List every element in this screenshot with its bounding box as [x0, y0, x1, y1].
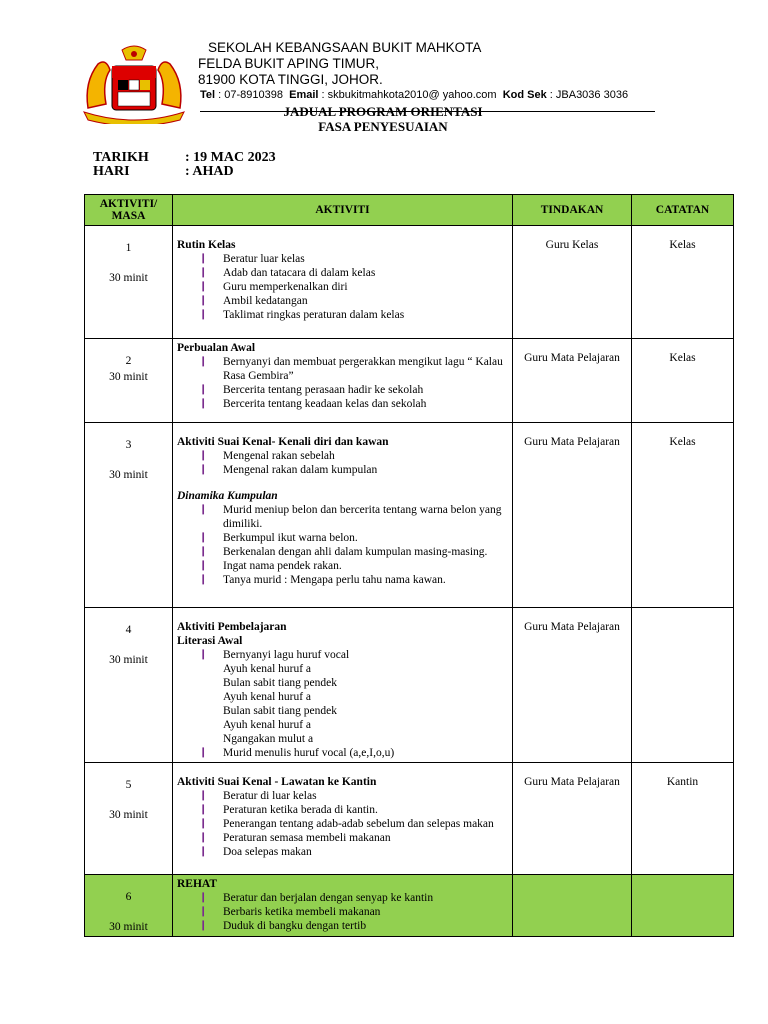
day-line	[93, 164, 234, 180]
activity-heading: Aktiviti Suai Kenal - Lawatan ke Kantin	[177, 776, 377, 788]
activity-heading: Rutin Kelas	[177, 239, 236, 251]
tel-label: Tel	[200, 89, 216, 101]
list-item: ❙ Peraturan ketika berada di kantin.	[199, 803, 508, 817]
row-time: 30 minit	[109, 921, 148, 933]
list-item: ❙ Murid menulis huruf vocal (a,e,I,o,u)	[199, 746, 508, 760]
tindakan-cell: Guru Kelas	[513, 226, 632, 339]
row-number-cell	[85, 423, 173, 608]
tel-value: : 07-8910398	[218, 89, 283, 101]
list-item: ❙ Ingat nama pendek rakan.	[199, 559, 508, 573]
row-number-cell	[85, 226, 173, 339]
activity-cell	[173, 608, 513, 763]
activity-list	[177, 503, 508, 587]
table-row	[85, 226, 734, 339]
school-address-1: FELDA BUKIT APING TIMUR,	[198, 56, 380, 71]
list-item: ❙ Peraturan semasa membeli makanan	[199, 831, 508, 845]
lyric-line: Bulan sabit tiang pendek	[223, 677, 338, 689]
activity-cell	[173, 875, 513, 937]
document-subtitle: FASA PENYESUAIAN	[318, 119, 448, 134]
activity-subheading: Literasi Awal	[177, 635, 243, 647]
row-number: 3	[125, 439, 132, 451]
activity-heading: Aktiviti Suai Kenal- Kenali diri dan kawan	[177, 436, 389, 448]
list-item: ❙ Beratur di luar kelas	[199, 789, 508, 803]
row-number-cell	[85, 875, 173, 937]
list-item: ❙ Penerangan tentang adab-adab sebelum dan selepas makan	[199, 817, 508, 831]
activity-heading: REHAT	[177, 878, 218, 890]
row-number: 6	[125, 891, 132, 903]
activity-list	[177, 789, 508, 859]
list-item: ❙ Doa selepas makan	[199, 845, 508, 859]
list-item: ❙ Ambil kedatangan	[199, 294, 508, 308]
list-item: ❙ Berkenalan dengan ahli dalam kumpulan masing-masing.	[199, 545, 508, 559]
school-address-2: 81900 KOTA TINGGI, JOHOR.	[198, 72, 383, 87]
lyric-line: Ayuh kenal huruf a	[223, 663, 312, 675]
row-time: 30 minit	[109, 809, 148, 821]
list-item: ❙ Taklimat ringkas peraturan dalam kelas	[199, 308, 508, 322]
list-item: ❙ Bernyanyi dan membuat pergerakkan mengikut lagu “ Kalau Rasa Gembira”	[199, 355, 508, 383]
activity-heading: Aktiviti Pembelajaran	[177, 621, 287, 633]
row-number-cell	[85, 339, 173, 423]
row-number: 1	[125, 242, 132, 254]
list-item: ❙ Murid meniup belon dan bercerita tentang warna belon yang dimiliki.	[199, 503, 508, 531]
tindakan-cell: Guru Mata Pelajaran	[513, 339, 632, 423]
catatan-cell	[632, 608, 734, 763]
tindakan-cell	[513, 875, 632, 937]
email-label: Email	[289, 89, 319, 101]
header-tindakan: TINDAKAN	[513, 195, 632, 226]
date-label: TARIKH	[93, 150, 149, 165]
school-letterhead	[198, 40, 481, 88]
activity-list	[177, 252, 508, 322]
list-item: ❙ Bercerita tentang perasaan hadir ke sekolah	[199, 383, 508, 397]
header-masa: AKTIVITI/ MASA	[85, 195, 173, 226]
list-item: ❙ Bercerita tentang keadaan kelas dan sekolah	[199, 397, 508, 411]
contact-line	[200, 89, 628, 101]
activity-cell	[173, 339, 513, 423]
table-row	[85, 339, 734, 423]
catatan-cell: Kelas	[632, 339, 734, 423]
table-row	[85, 608, 734, 763]
schedule-table	[84, 194, 734, 937]
row-number: 5	[125, 779, 132, 791]
list-item: ❙ Bernyanyi lagu huruf vocal	[199, 648, 508, 662]
table-header-row	[85, 195, 734, 226]
row-time: 30 minit	[109, 469, 148, 481]
lyric-line: Ngangakan mulut a	[223, 733, 314, 745]
catatan-cell: Kantin	[632, 763, 734, 875]
catatan-cell	[632, 875, 734, 937]
school-name: SEKOLAH KEBANGSAAN BUKIT MAHKOTA	[208, 40, 482, 55]
activity-list	[177, 648, 508, 760]
kod-label: Kod Sek	[502, 89, 547, 101]
list-item: ❙ Duduk di bangku dengan tertib	[199, 919, 508, 933]
list-item: ❙ Adab dan tatacara di dalam kelas	[199, 266, 508, 280]
tindakan-cell: Guru Mata Pelajaran	[513, 608, 632, 763]
catatan-cell: Kelas	[632, 423, 734, 608]
list-item: ❙ Beratur dan berjalan dengan senyap ke kantin	[199, 891, 508, 905]
tindakan-cell: Guru Mata Pelajaran	[513, 423, 632, 608]
activity-list	[177, 449, 508, 477]
lyric-line: Ayuh kenal huruf a	[223, 691, 312, 703]
lyric-line: Bulan sabit tiang pendek	[223, 705, 338, 717]
date-value: : 19 MAC 2023	[185, 150, 276, 165]
list-item: ❙ Berkumpul ikut warna belon.	[199, 531, 508, 545]
activity-list	[177, 355, 508, 411]
row-time: 30 minit	[109, 654, 148, 666]
catatan-cell: Kelas	[632, 226, 734, 339]
list-item: ❙ Mengenal rakan sebelah	[199, 449, 508, 463]
activity-cell	[173, 226, 513, 339]
lyric-line: Ayuh kenal huruf a	[223, 719, 312, 731]
row-time: 30 minit	[109, 272, 148, 284]
header-catatan: CATATAN	[632, 195, 734, 226]
row-time: 30 minit	[109, 371, 148, 383]
kod-value: : JBA3036 3036	[549, 89, 629, 101]
day-label: HARI	[93, 164, 130, 179]
activity-cell	[173, 423, 513, 608]
day-value: : AHAD	[185, 164, 234, 179]
activity-list	[177, 891, 508, 933]
activity-cell	[173, 763, 513, 875]
row-number: 4	[125, 624, 132, 636]
document-title: JADUAL PROGRAM ORIENTASI	[283, 104, 483, 119]
row-number: 2	[125, 355, 132, 367]
activity-subheading: Dinamika Kumpulan	[177, 490, 278, 502]
list-item: ❙ Berbaris ketika membeli makanan	[199, 905, 508, 919]
list-item: ❙ Beratur luar kelas	[199, 252, 508, 266]
activity-heading: Perbualan Awal	[177, 342, 256, 354]
table-row	[85, 423, 734, 608]
row-number-cell	[85, 763, 173, 875]
list-item: ❙ Guru memperkenalkan diri	[199, 280, 508, 294]
header-aktiviti: AKTIVITI	[173, 195, 513, 226]
email-value: : skbukitmahkota2010@ yahoo.com	[321, 89, 497, 101]
table-row-rehat	[85, 875, 734, 937]
list-item: ❙ Mengenal rakan dalam kumpulan	[199, 463, 508, 477]
table-row	[85, 763, 734, 875]
list-item: ❙ Tanya murid : Mengapa perlu tahu nama kawan.	[199, 573, 508, 587]
tindakan-cell: Guru Mata Pelajaran	[513, 763, 632, 875]
row-number-cell	[85, 608, 173, 763]
